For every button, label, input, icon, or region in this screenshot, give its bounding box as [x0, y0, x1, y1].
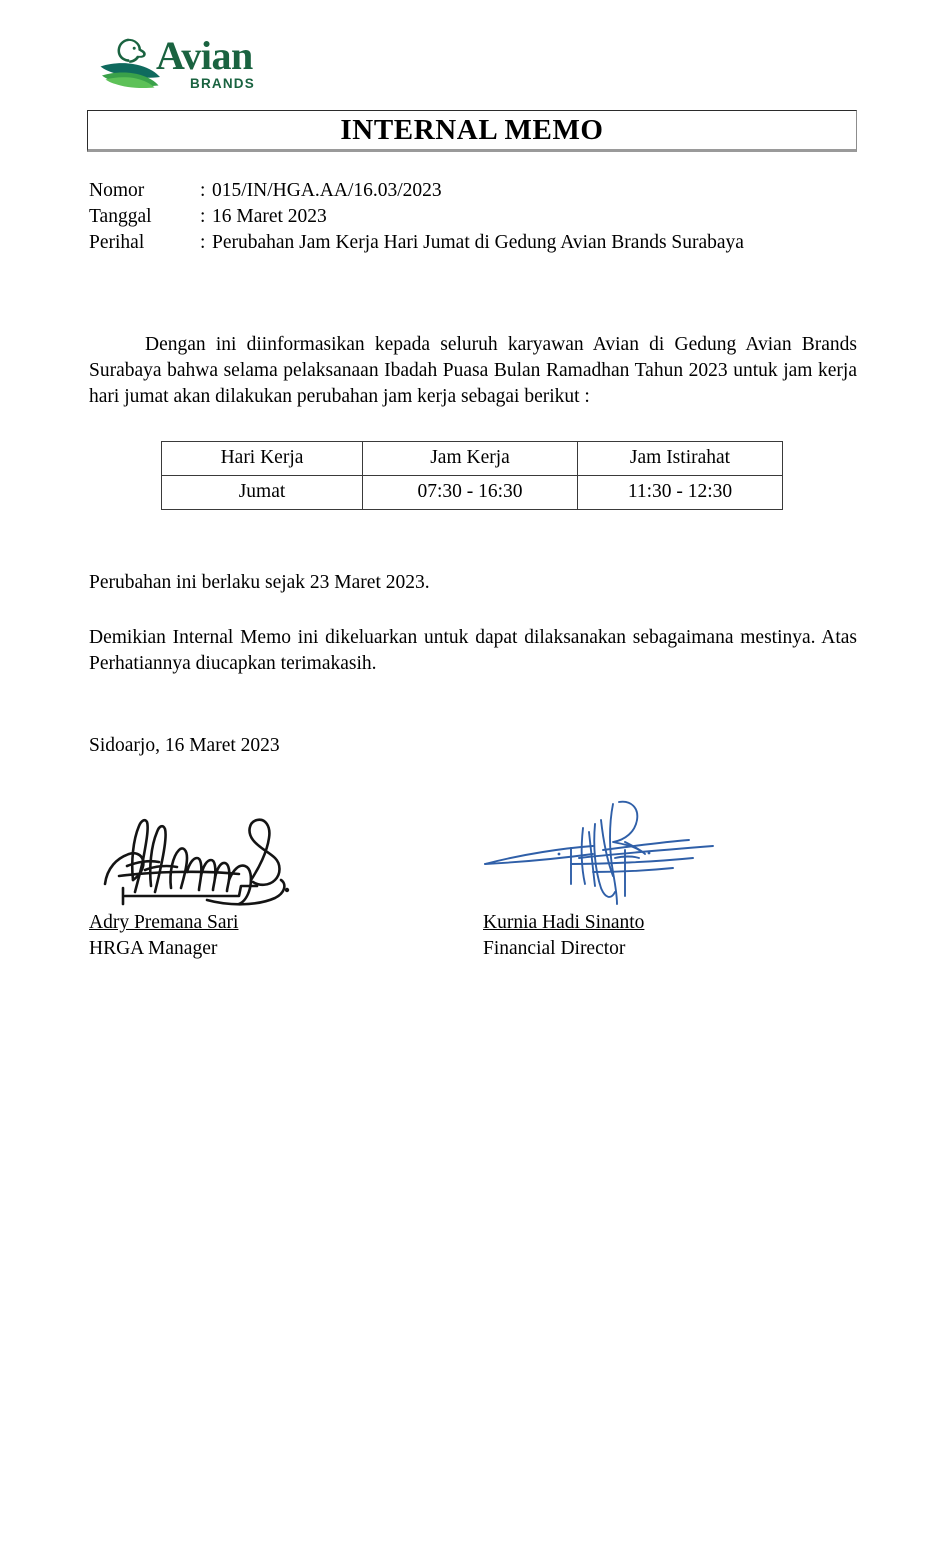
field-value-nomor: 015/IN/HGA.AA/16.03/2023: [212, 180, 442, 201]
effective-date-note: Perubahan ini berlaku sejak 23 Maret 2023.: [89, 571, 430, 593]
intro-paragraph: Dengan ini diinformasikan kepada seluruh karyawan Avian di Gedung Avian Brands Surabaya bahwa selama pelaksanaan Ibadah Puasa Bulan Ramadhan Tahun 2023 untuk jam kerja hari jumat akan dilakukan perubahan jam kerja sebagai berikut :: [89, 333, 857, 407]
avian-wordmark: [156, 33, 356, 96]
memo-header-fields: [89, 178, 849, 256]
table-header-row: [162, 442, 783, 476]
field-label-perihal: Perihal: [89, 232, 145, 253]
signatory-name-left: Adry Premana Sari: [89, 912, 239, 933]
field-label-nomor: Nomor: [89, 180, 145, 201]
header-row-perihal: [89, 230, 849, 256]
handwritten-signature-black-icon: [89, 788, 349, 910]
field-separator-perihal: :: [200, 232, 206, 253]
page-title: INTERNAL MEMO: [340, 113, 604, 146]
header-row-tanggal: [89, 204, 849, 230]
wordmark-brands: BRANDS: [190, 76, 255, 91]
company-logo: [98, 34, 398, 96]
field-value-tanggal: 16 Maret 2023: [212, 206, 327, 227]
field-label-tanggal: Tanggal: [89, 206, 152, 227]
table-row: [162, 476, 783, 510]
table-header-hari-kerja: Hari Kerja: [162, 442, 363, 476]
field-value-perihal: Perubahan Jam Kerja Hari Jumat di Gedung Avian Brands Surabaya: [212, 232, 744, 253]
closing-paragraph: Demikian Internal Memo ini dikeluarkan untuk dapat dilaksanakan sebagaimana mestinya. Atas Perhatiannya diucapkan terimakasih.: [89, 626, 857, 674]
handwritten-signature-blue-icon: [483, 788, 743, 910]
place-and-date: Sidoarjo, 16 Maret 2023: [89, 735, 280, 756]
signatory-title-left: HRGA Manager: [89, 938, 218, 959]
table-header-jam-kerja: Jam Kerja: [363, 442, 578, 476]
header-row-nomor: [89, 178, 849, 204]
table-cell-jam-kerja: 07:30 - 16:30: [363, 476, 578, 510]
wordmark-avian: Avian: [156, 33, 253, 78]
signatory-name-right: Kurnia Hadi Sinanto: [483, 912, 645, 933]
memo-title-box: [87, 110, 857, 152]
table-cell-jam-istirahat: 11:30 - 12:30: [578, 476, 783, 510]
signatory-title-right: Financial Director: [483, 938, 626, 959]
signature-block-financial-director: [483, 788, 783, 962]
table-cell-hari-kerja: Jumat: [162, 476, 363, 510]
field-separator-tanggal: :: [200, 206, 206, 227]
field-separator-nomor: :: [200, 180, 206, 201]
work-schedule-table: [161, 441, 783, 510]
signature-block-hrga-manager: [89, 788, 389, 962]
table-header-jam-istirahat: Jam Istirahat: [578, 442, 783, 476]
